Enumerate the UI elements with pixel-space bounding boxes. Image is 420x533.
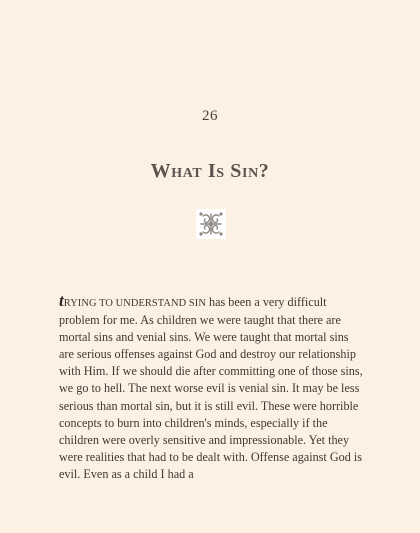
floral-ornament-icon <box>196 209 226 239</box>
floral-ornament-graphic <box>196 209 226 239</box>
chapter-body-paragraph <box>59 292 365 483</box>
chapter-title: What Is Sin? <box>150 160 270 182</box>
chapter-number: 26 <box>202 108 218 124</box>
lead-in-small-caps: RYING TO UNDERSTAND SIN <box>63 298 206 309</box>
paragraph-text: has been a very difficult problem for me. As children we were taught that there are mortal sins and venial sins. We were taught that mortal sins are serious offenses against God and destroy our relationship with Him. If we should die after committing one of those sins, we go to hell. The next worse evil is venial sin. It may be less serious than mortal sin, but it is still evil. These were horrible concepts to burn into children's minds, especially if the children were overly sensitive and impressionable. Yet they were realities that had to be dealt with. Offense against God is evil. Even as a child I had a <box>59 295 363 481</box>
drop-cap: t <box>59 291 64 310</box>
